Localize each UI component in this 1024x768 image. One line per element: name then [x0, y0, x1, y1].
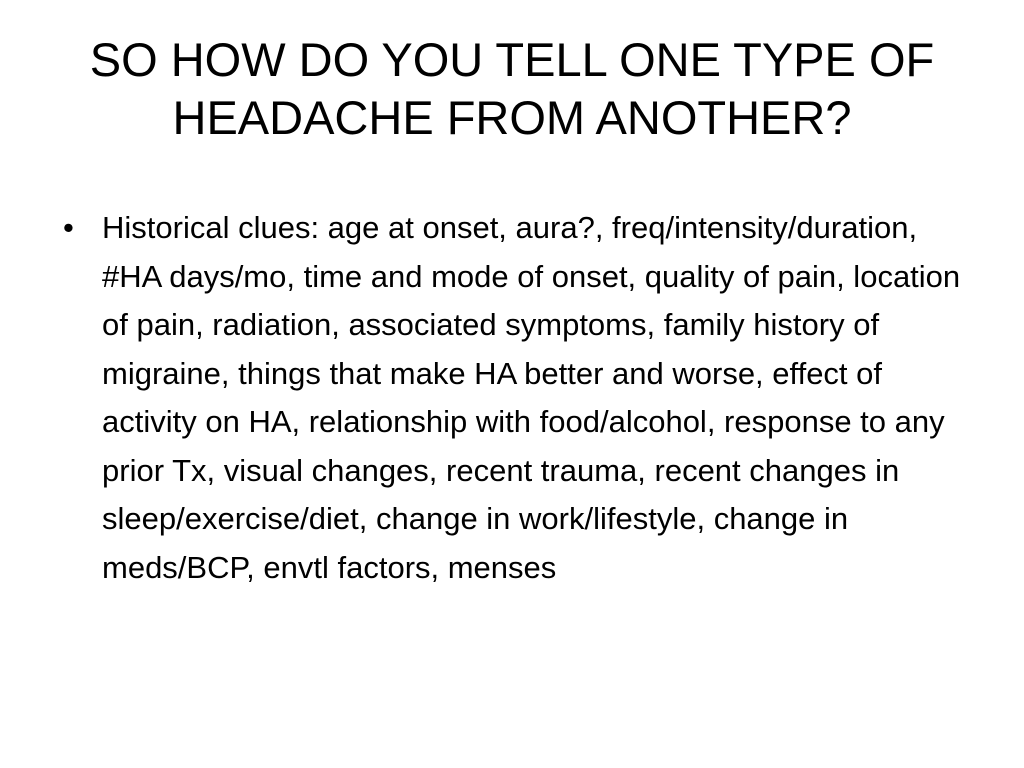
slide-title: SO HOW DO YOU TELL ONE TYPE OF HEADACHE FROM ANOTHER?: [89, 33, 935, 144]
bullet-text: Historical clues: age at onset, aura?, freq/intensity/duration, #HA days/mo, time and mode of onset, quality of pain, location of pain, radiation, associated symptoms, family history of migraine, things that make HA better and worse, effect of activity on HA, relationship with food/alcohol, response to any prior Tx, visual changes, recent trauma, recent changes in sleep/exercise/diet, change in work/lifestyle, change in meds/BCP, envtl factors, menses: [102, 210, 961, 585]
bullet-item: [63, 204, 968, 592]
bullet-list: [63, 204, 968, 592]
bullet-icon: •: [63, 210, 74, 245]
